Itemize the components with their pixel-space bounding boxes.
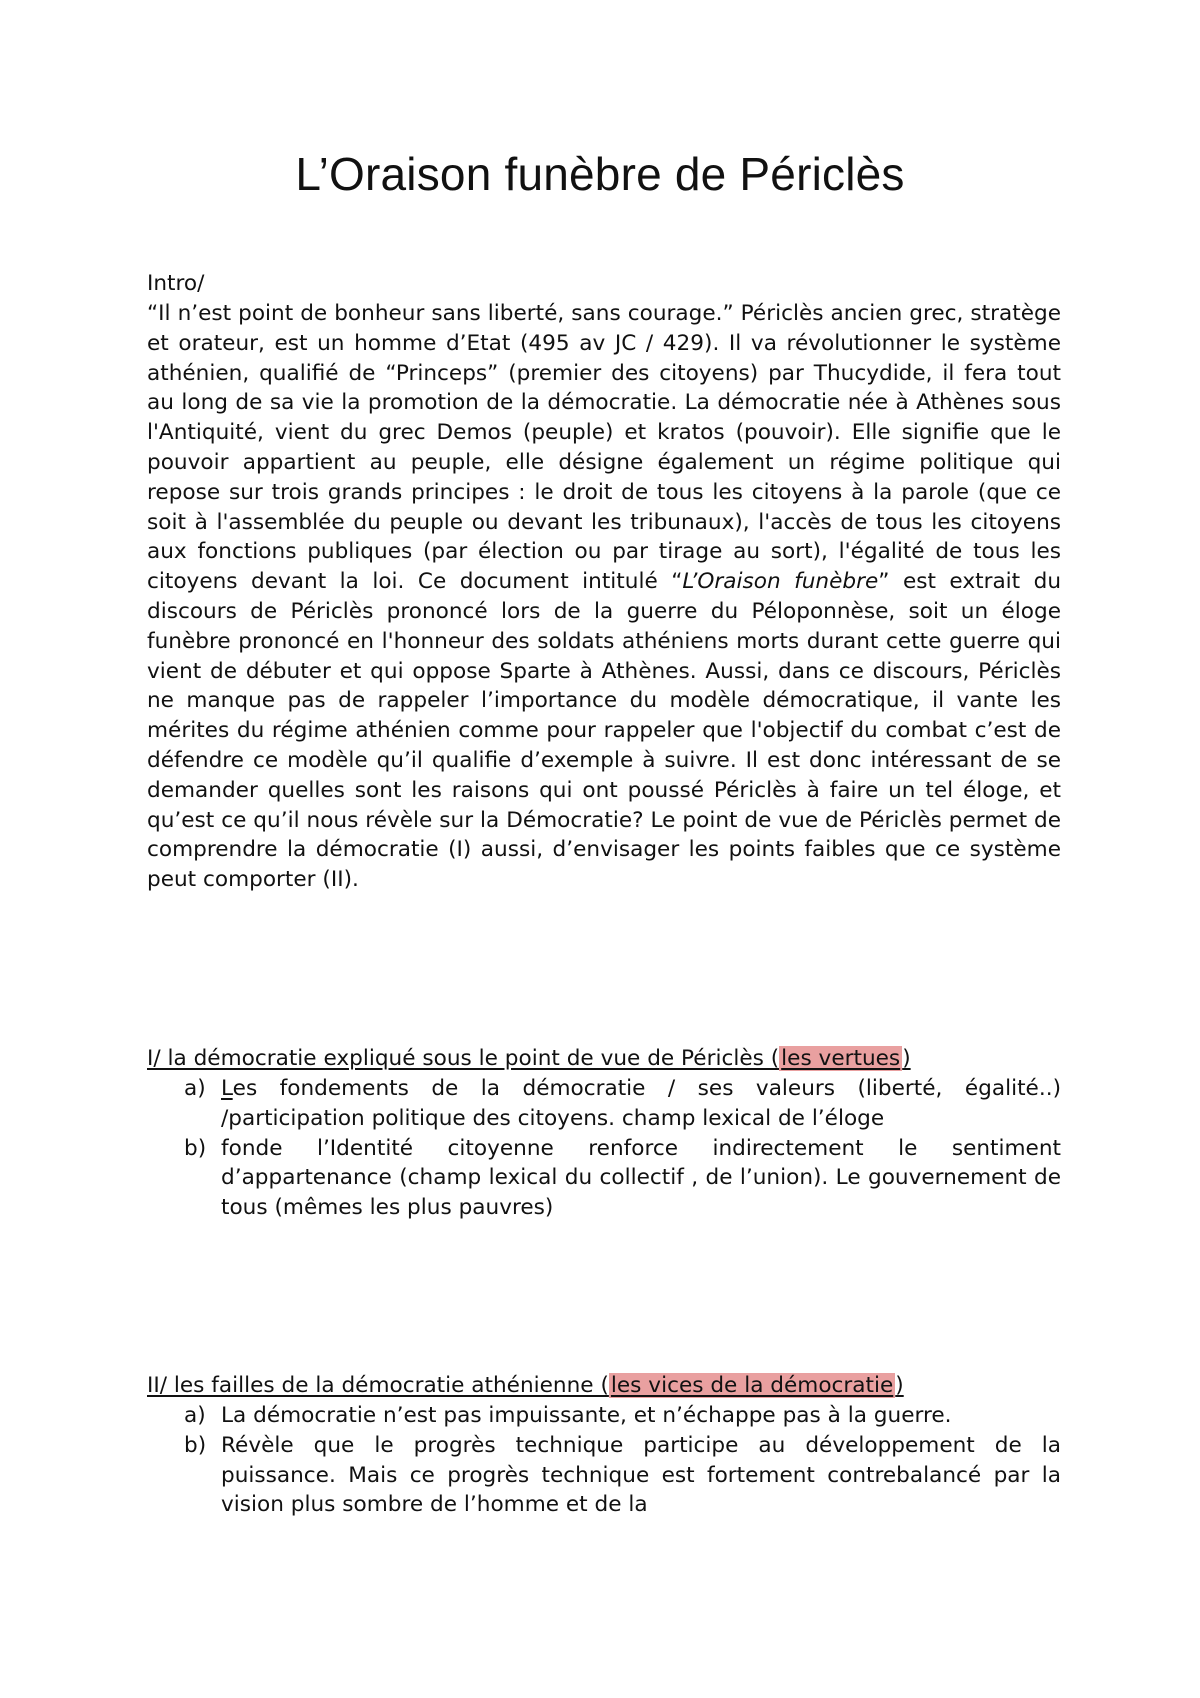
list-marker: a) [184,1076,206,1101]
list-marker: b) [184,1135,207,1161]
highlighted-heading-text: les vertues [781,1046,901,1071]
italic-document-title: L’Oraison funèbre [682,569,879,595]
section-heading-suffix: ) [895,1373,904,1398]
intro-text-before-italic: “Il n’est point de bonheur sans liberté, sans courage.” Périclès ancien grec, stratège et orateur, est un homme d’Etat (495 av JC / 429). Il va révolutionner le système athénien, qualifié de “Princeps” (premier des citoyens) par Thucydide, il fera tout au long de sa vie la promotion de la démocratie. La démocratie née à Athènes sous l'Antiquité, vient du grec Demos (peuple) et kratos (pouvoir). Elle signifie que le pouvoir appartient au peuple, elle désigne également un régime politique qui repose sur trois grands principes : le droit de tous les citoyens à la parole (que ce soit à l'assemblée du peuple ou devant les tribunaux), l'accès de tous les citoyens aux fonctions publiques (par élection ou par tirage au sort), l'égalité de tous les citoyens devant la loi. Ce document intitulé “ [147,301,1061,595]
section-heading-prefix: I/ la démocratie expliqué sous le point de vue de Périclès ( [147,1046,780,1071]
highlighted-heading-text: les vices de la démocratie [610,1373,894,1398]
section-heading-virtues [147,1044,1061,1074]
underlined-first-letter: L [221,1076,233,1101]
intro-label: Intro/ [147,271,205,296]
vices-list [147,1401,1061,1520]
list-item [147,1074,1061,1134]
list-item [147,1431,1061,1520]
section-heading-prefix: II/ les failles de la démocratie athénienne ( [147,1373,609,1398]
list-item-text: Révèle que le progrès technique participe au développement de la puissance. Mais ce progrès technique est fortement contrebalancé par la vision plus sombre de l’homme et de la [221,1432,1061,1518]
section-heading-vices [147,1371,1061,1401]
document-title: L’Oraison funèbre de Périclès [295,148,905,200]
intro-text-after-italic: ” est extrait du discours de Périclès prononcé lors de la guerre du Péloponnèse, soit un éloge funèbre prononcé en l'honneur des soldats athéniens morts durant cette guerre qui vient de débuter et qui oppose Sparte à Athènes. Aussi, dans ce discours, Périclès ne manque pas de rappeler l’importance du modèle démocratique, il vante les mérites du régime athénien comme pour rappeler que l'objectif du combat c’est de défendre ce modèle qu’il qualifie d’exemple à suivre. Il est donc intéressant de se demander quelles sont les raisons qui ont poussé Périclès à faire un tel éloge, et qu’est ce qu’il nous révèle sur la Démocratie? Le point de vue de Périclès permet de comprendre la démocratie (I) aussi, d’envisager les points faibles que ce système peut comporter (II). [147,569,1062,893]
intro-paragraph [147,299,1061,895]
list-item [147,1401,1061,1431]
virtues-list [147,1074,1061,1223]
section-heading-suffix: ) [902,1046,911,1071]
list-item-text: es fondements de la démocratie / ses valeurs (liberté, égalité..) /participation politique des citoyens. champ lexical de l’éloge [221,1076,1061,1131]
list-item-text: fonde l’Identité citoyenne renforce indirectement le sentiment d’appartenance (champ lexical du collectif , de l’union). Le gouvernement de tous (mêmes les plus pauvres) [221,1135,1061,1221]
list-item-text: La démocratie n’est pas impuissante, et n’échappe pas à la guerre. [221,1403,952,1428]
list-marker: a) [184,1403,206,1428]
list-item [147,1134,1061,1223]
list-marker: b) [184,1432,207,1458]
